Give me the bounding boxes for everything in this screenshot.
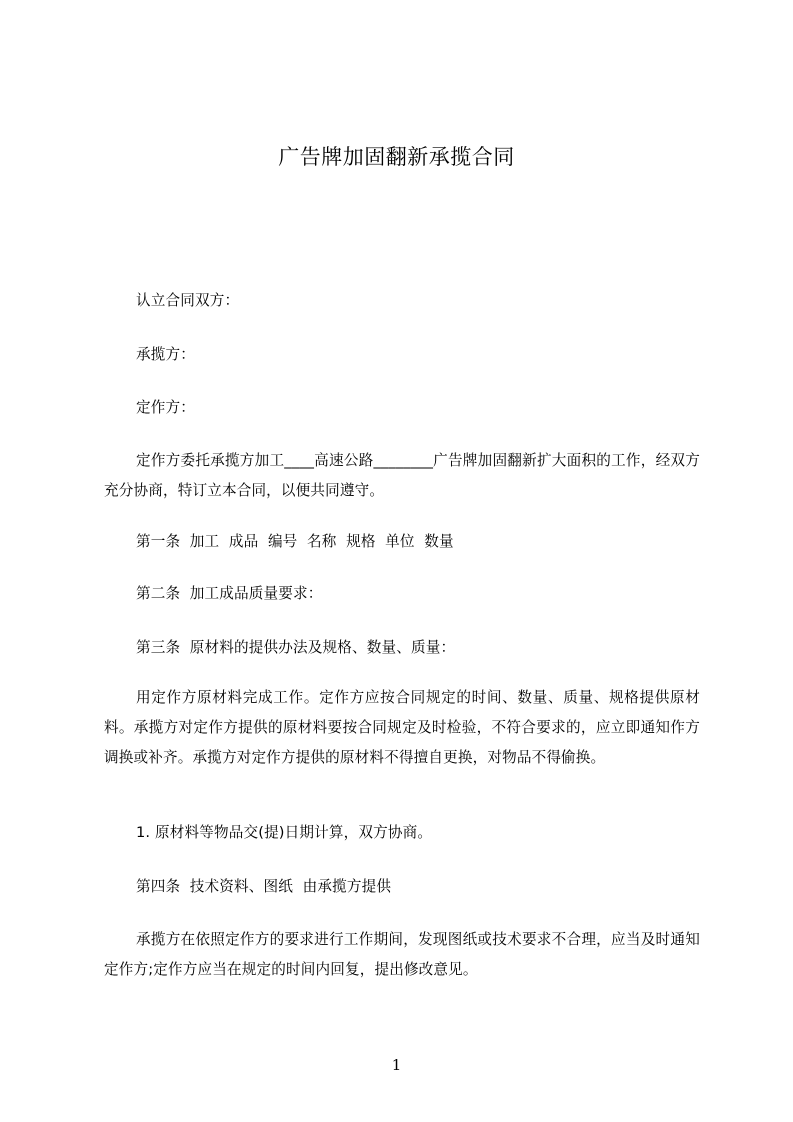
article-1: 第一条 加工 成品 编号 名称 规格 单位 数量 <box>136 533 454 550</box>
document-title: 广告牌加固翻新承揽合同 <box>278 145 515 169</box>
paragraph-technical-data: 承揽方在依照定作方的要求进行工作期间，发现图纸或技术要求不合理，应当及时通知定作方;定作方应当在规定的时间内回复，提出修改意见。 <box>104 931 700 978</box>
page-number: 1 <box>391 1056 402 1074</box>
paragraph-materials: 用定作方原材料完成工作。定作方应按合同规定的时间、数量、质量、规格提供原材料。承揽方对定作方提供的原材料要按合同规定及时检验，不符合要求的，应立即通知作方调换或补齐。承揽方对定作方提供的原材料不得擅自更换，对物品不得偷换。 <box>104 689 700 766</box>
article-3: 第三条 原材料的提供办法及规格、数量、质量： <box>136 639 456 656</box>
paragraph-parties: 认立合同双方： <box>136 292 240 309</box>
article-2: 第二条 加工成品质量要求： <box>136 585 323 602</box>
article-4: 第四条 技术资料、图纸 由承揽方提供 <box>136 878 392 895</box>
paragraph-contractor: 承揽方： <box>136 346 195 363</box>
paragraph-entrustment: 定作方委托承揽方加工____高速公路________广告牌加固翻新扩大面积的工作，经双方充分协商，特订立本合同，以便共同遵守。 <box>104 452 700 499</box>
paragraph-client: 定作方： <box>136 399 195 416</box>
paragraph-delivery-date: 1. 原材料等物品交(提)日期计算，双方协商。 <box>136 824 433 841</box>
